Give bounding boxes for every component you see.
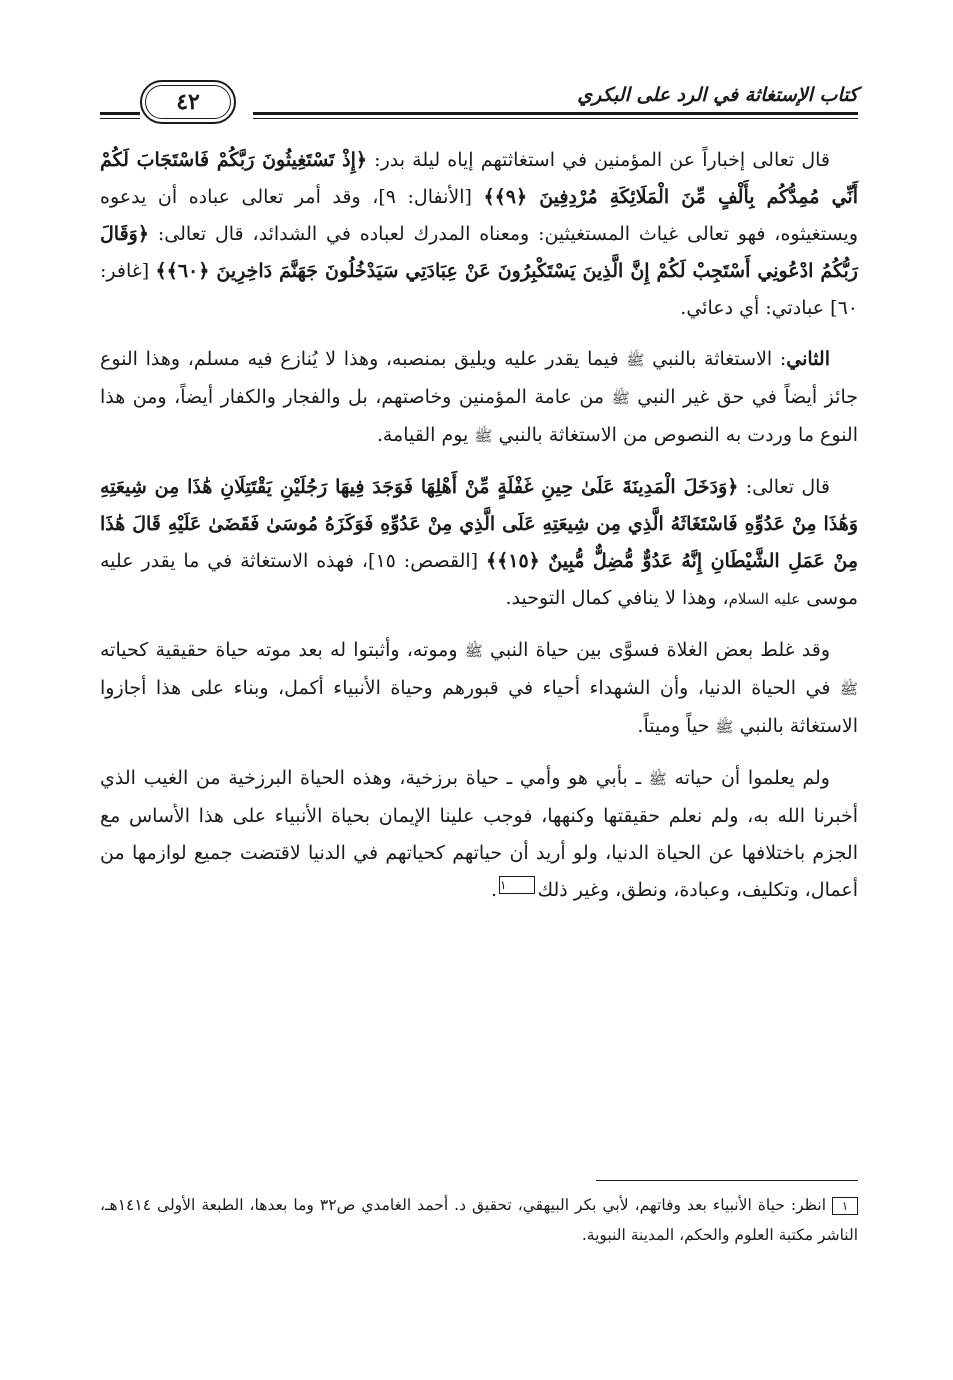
book-title: كتاب الإستغاثة في الرد على البكري: [577, 84, 858, 106]
paragraph-2: [100, 341, 858, 455]
quran-verse: ﴿وَدَخَلَ الْمَدِينَةَ عَلَىٰ حِينِ غَفْلَةٍ مِّنْ أَهْلِهَا فَوَجَدَ فِيهَا رَجُلَيْنِ يَقْتَتِلَانِ هَٰذَا مِن شِيعَتِهِ وَهَٰذَا مِنْ عَدُوِّهِ فَاسْتَغَاثَهُ الَّذِي مِن شِيعَتِهِ عَلَى الَّذِي مِنْ عَدُوِّهِ فَوَكَزَهُ مُوسَىٰ فَقَضَىٰ عَلَيْهِ قَالَ هَٰذَا مِنْ عَمَلِ الشَّيْطَانِ إِنَّهُ عَدُوٌّ مُّضِلٌّ مُّبِينٌ ﴿١٥﴾﴾: [100, 476, 859, 572]
quran-verse: ﴿إِذْ تَسْتَغِيثُونَ رَبَّكُمْ فَاسْتَجَابَ لَكُمْ أَنِّي مُمِدُّكُم بِأَلْفٍ مِّنَ الْمَلَائِكَةِ مُرْدِفِينَ ﴿٩﴾﴾: [100, 149, 858, 208]
salutation: ﷺ: [648, 770, 667, 788]
section-lead: الثاني: [786, 348, 830, 370]
text: [الأنفال: ٩]، وقد أمر تعالى عباده أن يدعوه ويستغيثوه، فهو تعالى غياث المستغيثين: ومعناه المدرك لعباده في الشدائد، قال تعالى:: [100, 186, 858, 245]
header-rule-left-thick: [100, 112, 140, 115]
text: ولم يعلموا أن حياته: [666, 767, 830, 789]
text: يوم القيامة.: [376, 424, 475, 446]
text: ـ بأبي هو وأمي ـ حياة برزخية، وهذه الحياة البرزخية من الغيب الذي أخبرنا الله به، ولم نعلم حقيقتها وكنهها، فوجب علينا الإيمان بحياة الأنبياء على هذا الأساس مع الجزم باختلافها عن الحياة الدنيا، ولو أريد أن حياتهم كحياتهم في الدنيا لاقتضت جميع لوازمها من أعمال، وتكليف، وعبادة، ونطق، وغير ذلك: [100, 767, 858, 901]
page-header: [100, 80, 858, 130]
text: : الاستغاثة بالنبي: [644, 348, 787, 370]
header-rule-thin: [253, 118, 858, 119]
text: في الحياة الدنيا، وأن الشهداء أحياء في قبورهم وحياة الأنبياء أكمل، وبناء على هذا أجازوا الاستغاثة بالنبي: [100, 677, 858, 737]
header-rule-thick: [253, 112, 858, 115]
footnote: [100, 1190, 858, 1250]
page-number: ٤٢: [140, 80, 236, 124]
text: ، وهذا لا ينافي كمال التوحيد.: [505, 587, 729, 609]
text: وقد غلط بعض الغلاة فسوَّى بين حياة النبي: [482, 639, 830, 661]
paragraph-3: [100, 469, 858, 618]
salutation: ﷺ: [715, 718, 734, 736]
text: .: [490, 879, 498, 901]
salutation: ﷺ: [474, 427, 493, 445]
text: [غافر: ٦٠] عبادتي: أي دعائي.: [100, 260, 858, 319]
salutation: ﷺ: [611, 389, 630, 407]
text: قال تعالى:: [738, 476, 831, 498]
text: من عامة المؤمنين وخاصتهم، بل والفجار والكفار أيضاً، ومن هذا النوع ما وردت به النصوص من الاستغاثة بالنبي: [100, 386, 858, 446]
salutation: ﷺ: [839, 680, 858, 698]
footnote-number: ١: [832, 1197, 858, 1215]
text: [القصص: ١٥]، فهذه الاستغاثة في ما يقدر عليه موسى: [100, 550, 858, 609]
text: فيما يقدر عليه ويليق بمنصبه، وهذا لا يُنازع فيه مسلم، وهذا النوع جائز أيضاً في حق غير النبي: [100, 348, 858, 408]
text: وموته، وأثبتوا له بعد موته حياة حقيقية كحياته: [100, 639, 465, 661]
salutation: ﷺ: [464, 642, 483, 660]
text: قال تعالى إخباراً عن المؤمنين في استغاثتهم إياه ليلة بدر:: [367, 149, 830, 171]
header-rule-left-thin: [100, 118, 140, 119]
footnote-separator: [596, 1180, 858, 1181]
paragraph-1: [100, 142, 858, 327]
salutation: عليه السلام: [728, 590, 801, 608]
paragraph-5: [100, 760, 858, 909]
footnote-text: انظر: حياة الأنبياء بعد وفاتهم، لأبي بكر البيهقي، تحقيق د. أحمد الغامدي ص٣٢ وما بعدها، الطبعة الأولى ١٤١٤هـ، الناشر مكتبة العلوم والحكم، المدينة النبوية.: [100, 1196, 858, 1244]
salutation: ﷺ: [626, 351, 645, 369]
footnote-reference[interactable]: ١: [499, 876, 535, 894]
quran-verse: ﴿وَقَالَ رَبُّكُمُ ادْعُونِي أَسْتَجِبْ لَكُمْ إِنَّ الَّذِينَ يَسْتَكْبِرُونَ عَنْ عِبَادَتِي سَيَدْخُلُونَ جَهَنَّمَ دَاخِرِينَ ﴿٦٠﴾﴾: [100, 223, 858, 282]
paragraph-4: [100, 632, 858, 746]
main-text: [100, 142, 858, 909]
text: حياً وميتاً.: [637, 715, 716, 737]
